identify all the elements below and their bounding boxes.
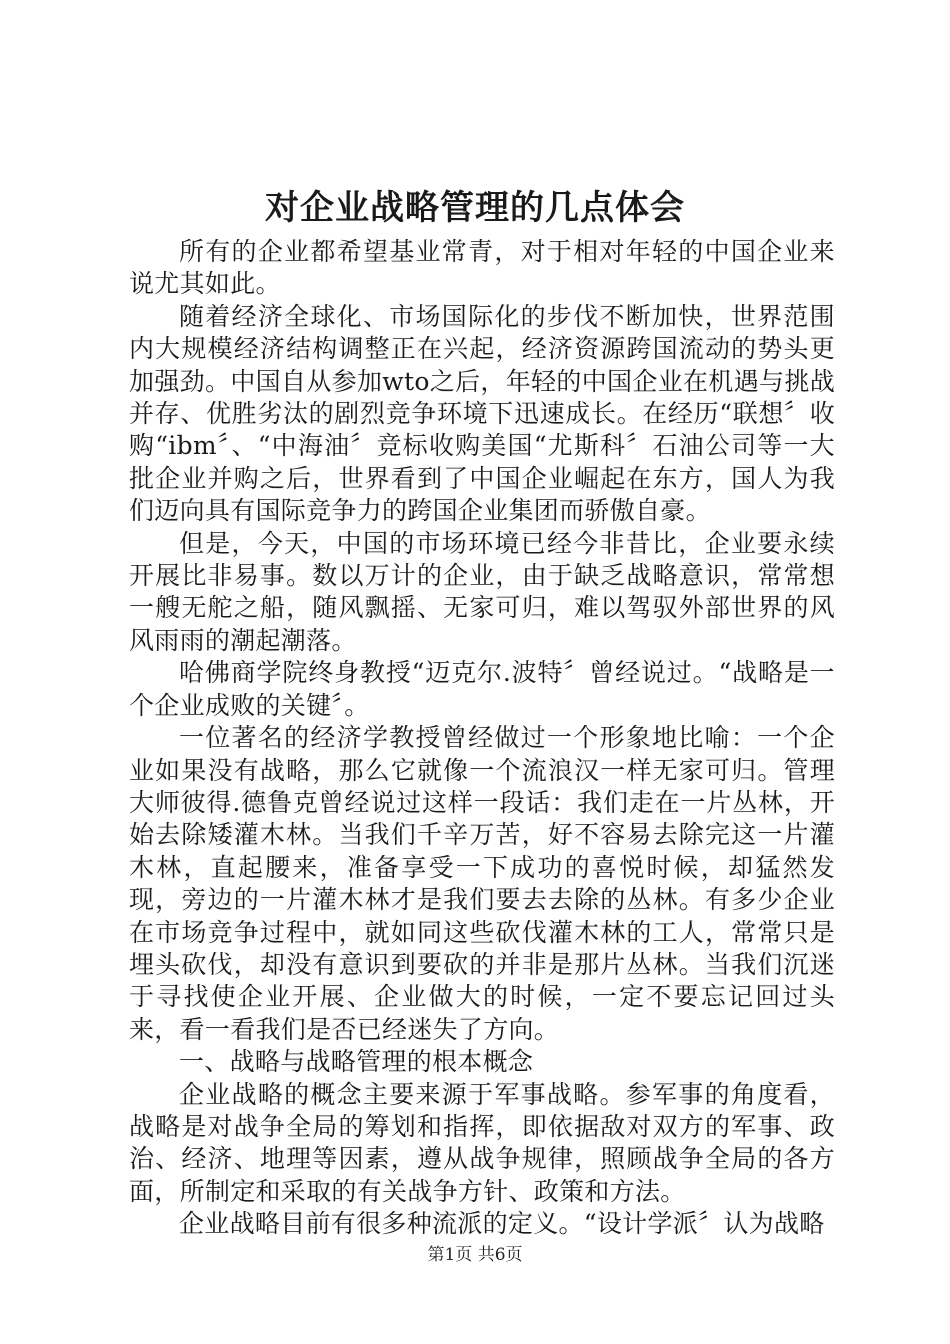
paragraph: 企业战略的概念主要来源于军事战略。参军事的角度看，战略是对战争全局的筹划和指挥，即依据敌对双方的军事、政治、经济、地理等因素，遵从战争规律，照顾战争全局的各方面，所制定和采取的有关战争方针、政策和方法。 [129, 1079, 835, 1206]
paragraph: 企业战略目前有很多种流派的定义。“设计学派〞认为战略 [179, 1209, 825, 1239]
section-heading: 一、战略与战略管理的根本概念 [179, 1047, 534, 1077]
paragraph: 一位著名的经济学教授曾经做过一个形象地比喻：一个企业如果没有战略，那么它就像一个流浪汉一样无家可归。管理大师彼得.德鲁克曾经说过这样一段话：我们走在一片丛林，开始去除矮灌木林。当我们千辛万苦，好不容易去除完这一片灌木林，直起腰来，准备享受一下成功的喜悦时候，却猛然发现，旁边的一片灌木林才是我们要去去除的丛林。有多少企业在市场竞争过程中，就如同这些砍伐灌木林的工人，常常只是埋头砍伐，却没有意识到要砍的并非是那片丛林。当我们沉迷于寻找使企业开展、企业做大的时候，一定不要忘记回过头来，看一看我们是否已经迷失了方向。 [129, 723, 835, 1044]
document-body [129, 236, 835, 1241]
page-number: 第1页 共6页 [427, 1245, 523, 1265]
document-title: 对企业战略管理的几点体会 [265, 188, 685, 228]
paragraph: 所有的企业都希望基业常青，对于相对年轻的中国企业来说尤其如此。 [129, 237, 835, 299]
paragraph: 但是，今天，中国的市场环境已经今非昔比，企业要永续开展比非易事。数以万计的企业，由于缺乏战略意识，常常想一艘无舵之船，随风飘摇、无家可归，难以驾驭外部世界的风风雨雨的潮起潮落。 [129, 528, 835, 655]
paragraph: 随着经济全球化、市场国际化的步伐不断加快，世界范围内大规模经济结构调整正在兴起，经济资源跨国流动的势头更加强劲。中国自从参加wto之后，年轻的中国企业在机遇与挑战并存、优胜劣汰的剧烈竞争环境下迅速成长。在经历“联想〞收购“ibm〞、“中海油〞竞标收购美国“尤斯科〞石油公司等一大批企业并购之后，世界看到了中国企业崛起在东方，国人为我们迈向具有国际竞争力的跨国企业集团而骄傲自豪。 [129, 301, 835, 526]
paragraph: 哈佛商学院终身教授“迈克尔.波特〞曾经说过。“战略是一个企业成败的关键〞。 [129, 658, 835, 720]
